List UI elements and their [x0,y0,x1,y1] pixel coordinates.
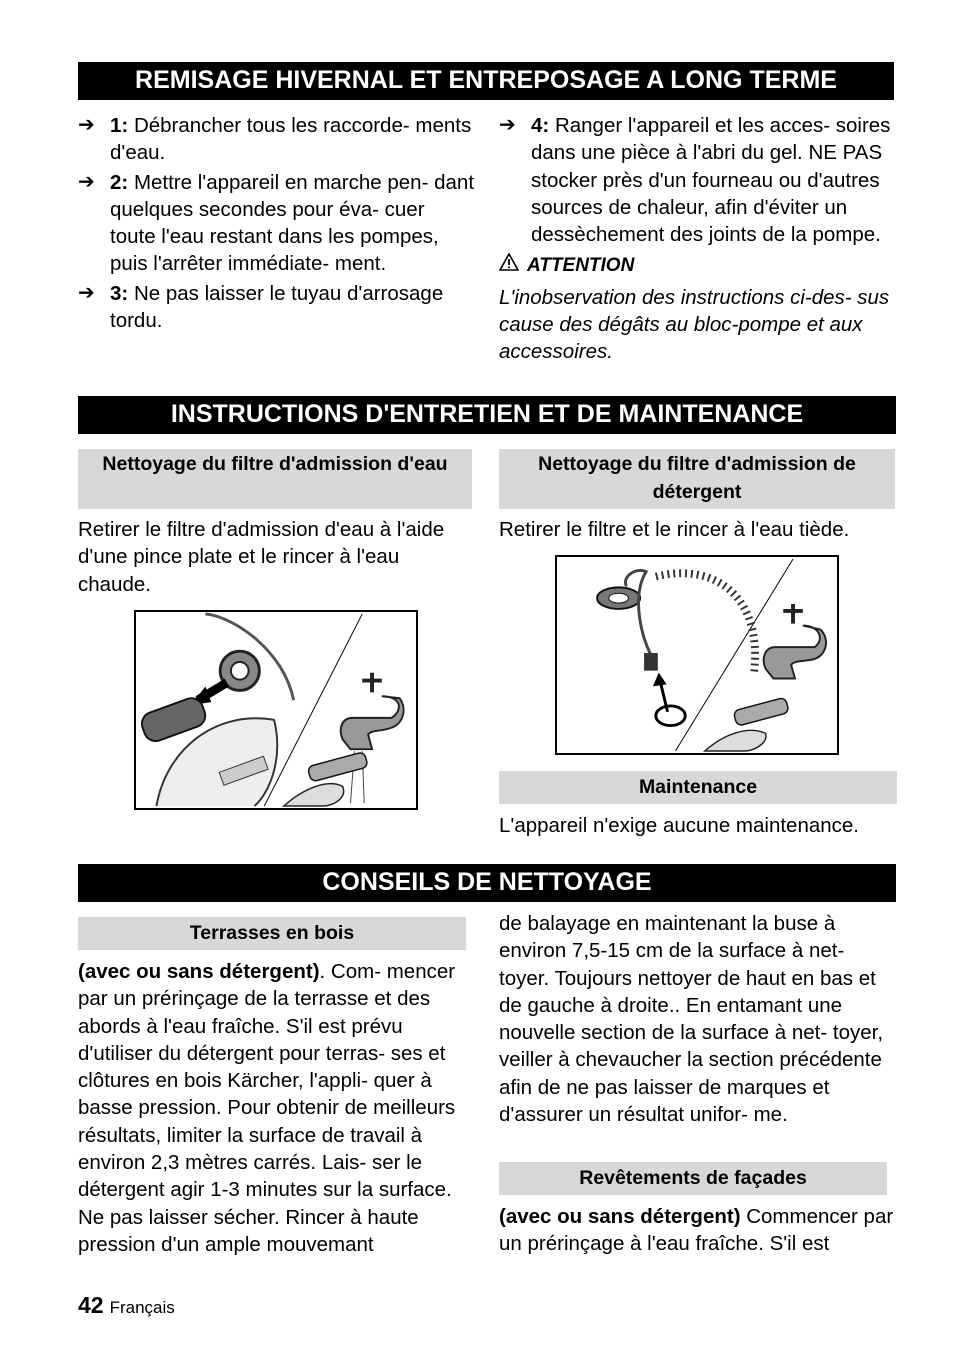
wood-body [78,958,476,1258]
maintenance-header: INSTRUCTIONS D'ENTRETIEN ET DE MAINTENANCE [78,396,896,434]
wood-continued [499,910,897,1128]
detergent-filter-title: Nettoyage du filtre d'admission de détergent [538,453,856,503]
wood-text: . Com- mencer par un prérinçage de la terrasse et des abords à l'eau fraîche. S'il est prévu d'utiliser du détergent pour terras- ses et clôtures en bois Kärcher, l'appli- quer à basse pression. Pour obtenir de meilleurs résultats, limiter la surface de travail à environ 2,3 mètres carrés. Lais- ser le détergent agir 1-3 minutes sur la surface. Ne pas laisser sécher. Rincer à haute pression d'un ample mouvemant [78,960,456,1256]
wood-lead: (avec ou sans détergent) [78,960,320,983]
step-number: 1: [110,114,129,137]
step-1 [78,112,474,167]
water-filter-subheader [78,449,472,509]
step-number: 2: [110,170,129,194]
detergent-filter-subheader [499,449,895,509]
step-number: 3: [110,281,129,305]
maintenance-subheader: Maintenance [499,771,897,804]
step-4 [499,112,897,248]
step-text: Ne pas laisser le tuyau d'arrosage tordu. [110,281,444,333]
step-text: Ranger l'appareil et les acces- soires dans une pièce à l'abri du gel. NE PAS stocker près d'un fourneau ou d'autres sources de chaleur, afin d'éviter un dessèchement des joints de la pompe. [531,114,891,247]
step-number: 4: [531,114,550,137]
attention-text: L'inobservation des instructions ci-des- sus cause des dégâts au bloc-pompe et aux accessoires. [499,285,890,364]
facade-body [499,1203,897,1258]
wood-continued-text: de balayage en maintenant la buse à environ 7,5-15 cm de la surface à net- toyer. Toujours nettoyer de haut en bas et de gauche à droite.. En entamant une nouvelle section de la surface à net- toyer, veiller à chevaucher la section précédente afin de ne pas laisser de marques et d'assurer un résultat unifor- me. [499,912,884,1127]
maintenance-text: L'appareil n'exige aucune maintenance. [499,814,860,837]
maintenance-body [499,812,897,839]
arrow-right-icon: ➔ [78,281,95,304]
step-3 [78,280,474,335]
attention-label: ATTENTION [527,255,635,277]
facade-lead: (avec ou sans détergent) [499,1205,741,1228]
page-language: Français [109,1298,175,1317]
winter-right-column [499,112,897,366]
step-text: Mettre l'appareil en marche pen- dant quelques secondes pour éva- cuer toute l'eau restant dans les pompes, puis l'arrêter immédiate- ment. [110,170,475,276]
cleaning-header: CONSEILS DE NETTOYAGE [78,864,896,902]
facade-subheader: Revêtements de façades [499,1162,887,1195]
page-footer [78,1292,175,1319]
water-filter-text: Retirer le filtre d'admission d'eau à l'aide d'une pince plate et le rincer à l'eau chaude. [78,518,445,596]
water-filter-illustration [134,610,418,810]
wood-paragraph [78,958,476,1258]
arrow-right-icon: ➔ [499,114,516,136]
warning-triangle-icon [499,252,519,279]
filter-faucet-icon [136,612,416,808]
step-text: Débrancher tous les raccorde- ments d'eau. [110,114,472,165]
water-filter-body [78,516,474,598]
winter-left-column [78,112,474,336]
winter-storage-header: REMISAGE HIVERNAL ET ENTREPOSAGE A LONG TERME [78,62,894,100]
facade-paragraph [499,1203,897,1258]
detergent-filter-text: Retirer le filtre et le rincer à l'eau tiède. [499,518,850,541]
wood-subheader: Terrasses en bois [78,917,466,950]
page-number: 42 [78,1292,104,1318]
arrow-right-icon: ➔ [78,170,95,193]
arrow-right-icon: ➔ [78,114,95,136]
detergent-filter-body [499,516,897,543]
water-filter-title: Nettoyage du filtre d'admission d'eau [102,453,448,475]
detergent-filter-illustration [555,555,839,755]
step-2 [78,169,474,278]
attention-heading [499,252,897,279]
facade-text: Commencer par un prérinçage à l'eau fraîche. S'il est [499,1205,894,1256]
detergent-filter-faucet-icon [557,557,837,753]
